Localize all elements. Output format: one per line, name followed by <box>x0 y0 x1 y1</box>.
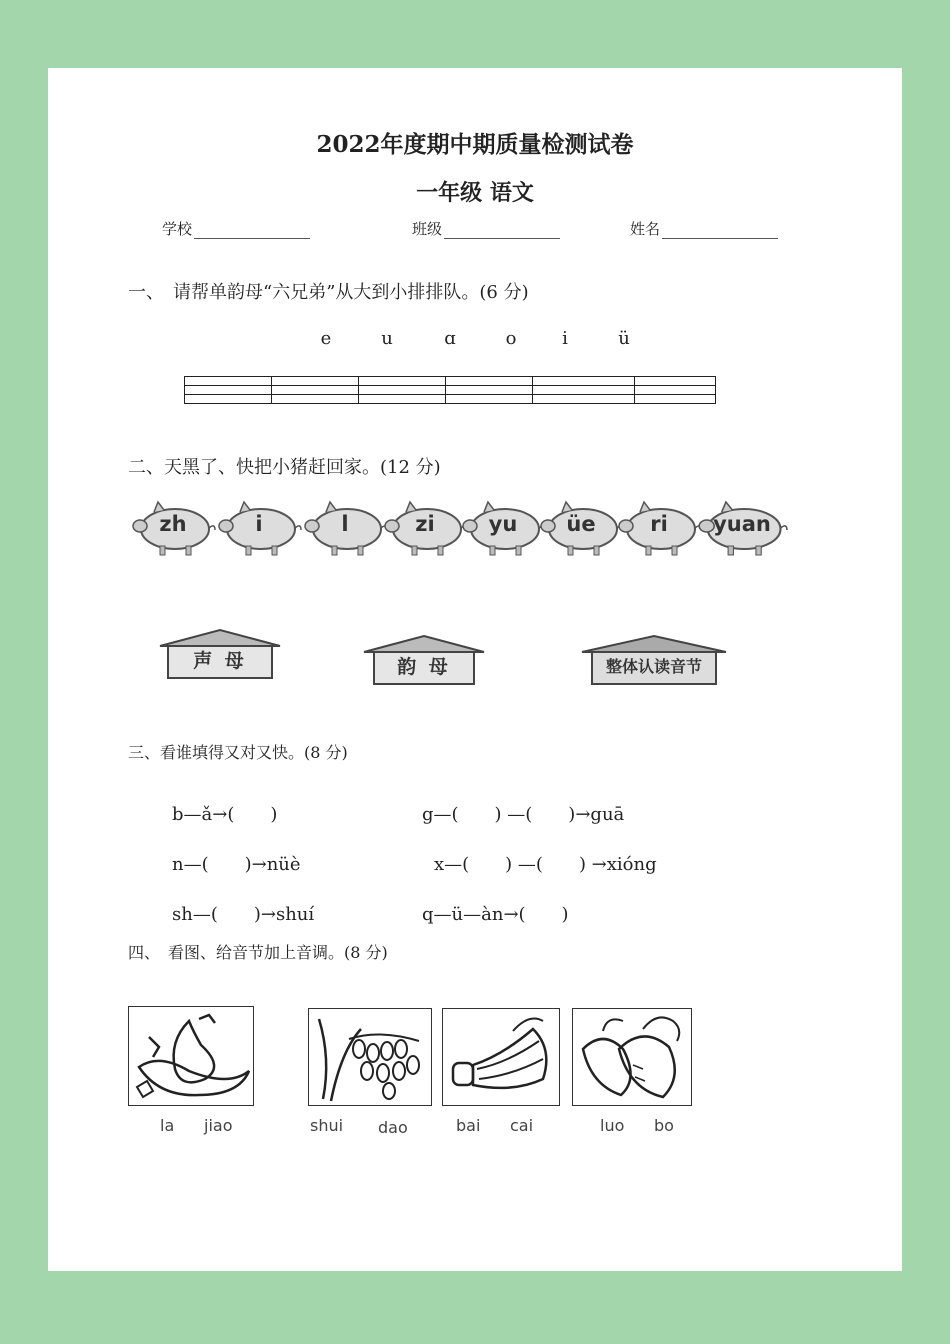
pig-card[interactable] <box>696 498 788 560</box>
house-label: 声 母 <box>193 650 247 672</box>
pig-label: üe <box>566 512 596 536</box>
pig-label: l <box>341 512 349 536</box>
chili-pepper-icon <box>129 1007 253 1105</box>
vowel-letter: e <box>320 328 332 349</box>
vowel-letter: ü <box>618 328 630 349</box>
exercise-item[interactable]: sh—( )→shuí <box>172 904 315 925</box>
rice-plant-picture <box>308 1008 432 1106</box>
pig-card[interactable] <box>216 498 302 560</box>
chinese-cabbage-picture <box>442 1008 560 1106</box>
pig-label: yu <box>488 512 518 536</box>
school-field <box>162 218 310 239</box>
chinese-cabbage-icon <box>443 1009 559 1105</box>
house-initials[interactable] <box>156 628 284 688</box>
class-field <box>412 218 560 239</box>
exam-paper <box>48 68 902 1271</box>
exercise-item[interactable]: g—( ) —( )→guā <box>422 804 625 825</box>
question-3-text: 三、看谁填得又对又快。(8 分) <box>128 743 348 762</box>
house-label: 韵 母 <box>397 656 451 678</box>
vowel-letter: u <box>381 328 393 349</box>
pig-card[interactable] <box>382 498 468 560</box>
page-subtitle: 一年级 语文 <box>416 181 534 206</box>
syllable-label: dao <box>378 1118 408 1137</box>
class-blank[interactable] <box>444 222 560 239</box>
vowel-letter: i <box>562 328 568 349</box>
syllable-label: bai <box>456 1116 481 1135</box>
radish-icon <box>573 1009 691 1105</box>
house-whole-syllables[interactable] <box>580 634 728 694</box>
house-finals[interactable] <box>360 634 488 694</box>
pig-label: zi <box>415 512 435 536</box>
question-1-text: 一、 请帮单韵母“六兄弟”从大到小排排队。(6 分) <box>128 282 529 303</box>
pig-label: i <box>255 512 263 536</box>
question-4-text: 四、 看图、给音节加上音调。(8 分) <box>128 943 388 962</box>
syllable-label: la <box>160 1116 175 1135</box>
page-title: 2022年度期中期质量检测试卷 <box>316 131 634 158</box>
pig-label: zh <box>159 512 187 536</box>
name-blank[interactable] <box>662 222 778 239</box>
name-field <box>630 218 778 239</box>
house-label: 整体认读音节 <box>605 657 702 676</box>
name-label: 姓名 <box>630 220 661 238</box>
exercise-item[interactable]: b—ǎ→( ) <box>172 804 278 825</box>
exercise-item[interactable]: q—ü—àn→( ) <box>422 904 569 925</box>
pig-label: yuan <box>713 512 771 536</box>
school-blank[interactable] <box>194 222 310 239</box>
pig-card[interactable] <box>616 498 702 560</box>
school-label: 学校 <box>162 220 193 238</box>
pig-card[interactable] <box>538 498 624 560</box>
syllable-label: jiao <box>204 1116 233 1135</box>
question-2-text: 二、天黑了、快把小猪赶回家。(12 分) <box>128 457 441 478</box>
vowel-letter: o <box>505 328 517 349</box>
pig-card[interactable] <box>130 498 216 560</box>
answer-grid[interactable] <box>184 376 716 404</box>
pig-card[interactable] <box>302 498 388 560</box>
syllable-label: bo <box>654 1116 674 1135</box>
syllable-label: luo <box>600 1116 625 1135</box>
pig-card[interactable] <box>460 498 546 560</box>
vowel-letter: ɑ <box>444 328 456 349</box>
pig-label: ri <box>650 512 668 536</box>
exercise-item[interactable]: n—( )→nüè <box>172 854 301 875</box>
class-label: 班级 <box>412 220 443 238</box>
chili-pepper-picture <box>128 1006 254 1106</box>
syllable-label: cai <box>510 1116 534 1135</box>
radish-picture <box>572 1008 692 1106</box>
syllable-label: shui <box>310 1116 344 1135</box>
exercise-item[interactable]: x—( ) —( ) →xióng <box>434 854 657 875</box>
rice-plant-icon <box>309 1009 431 1105</box>
